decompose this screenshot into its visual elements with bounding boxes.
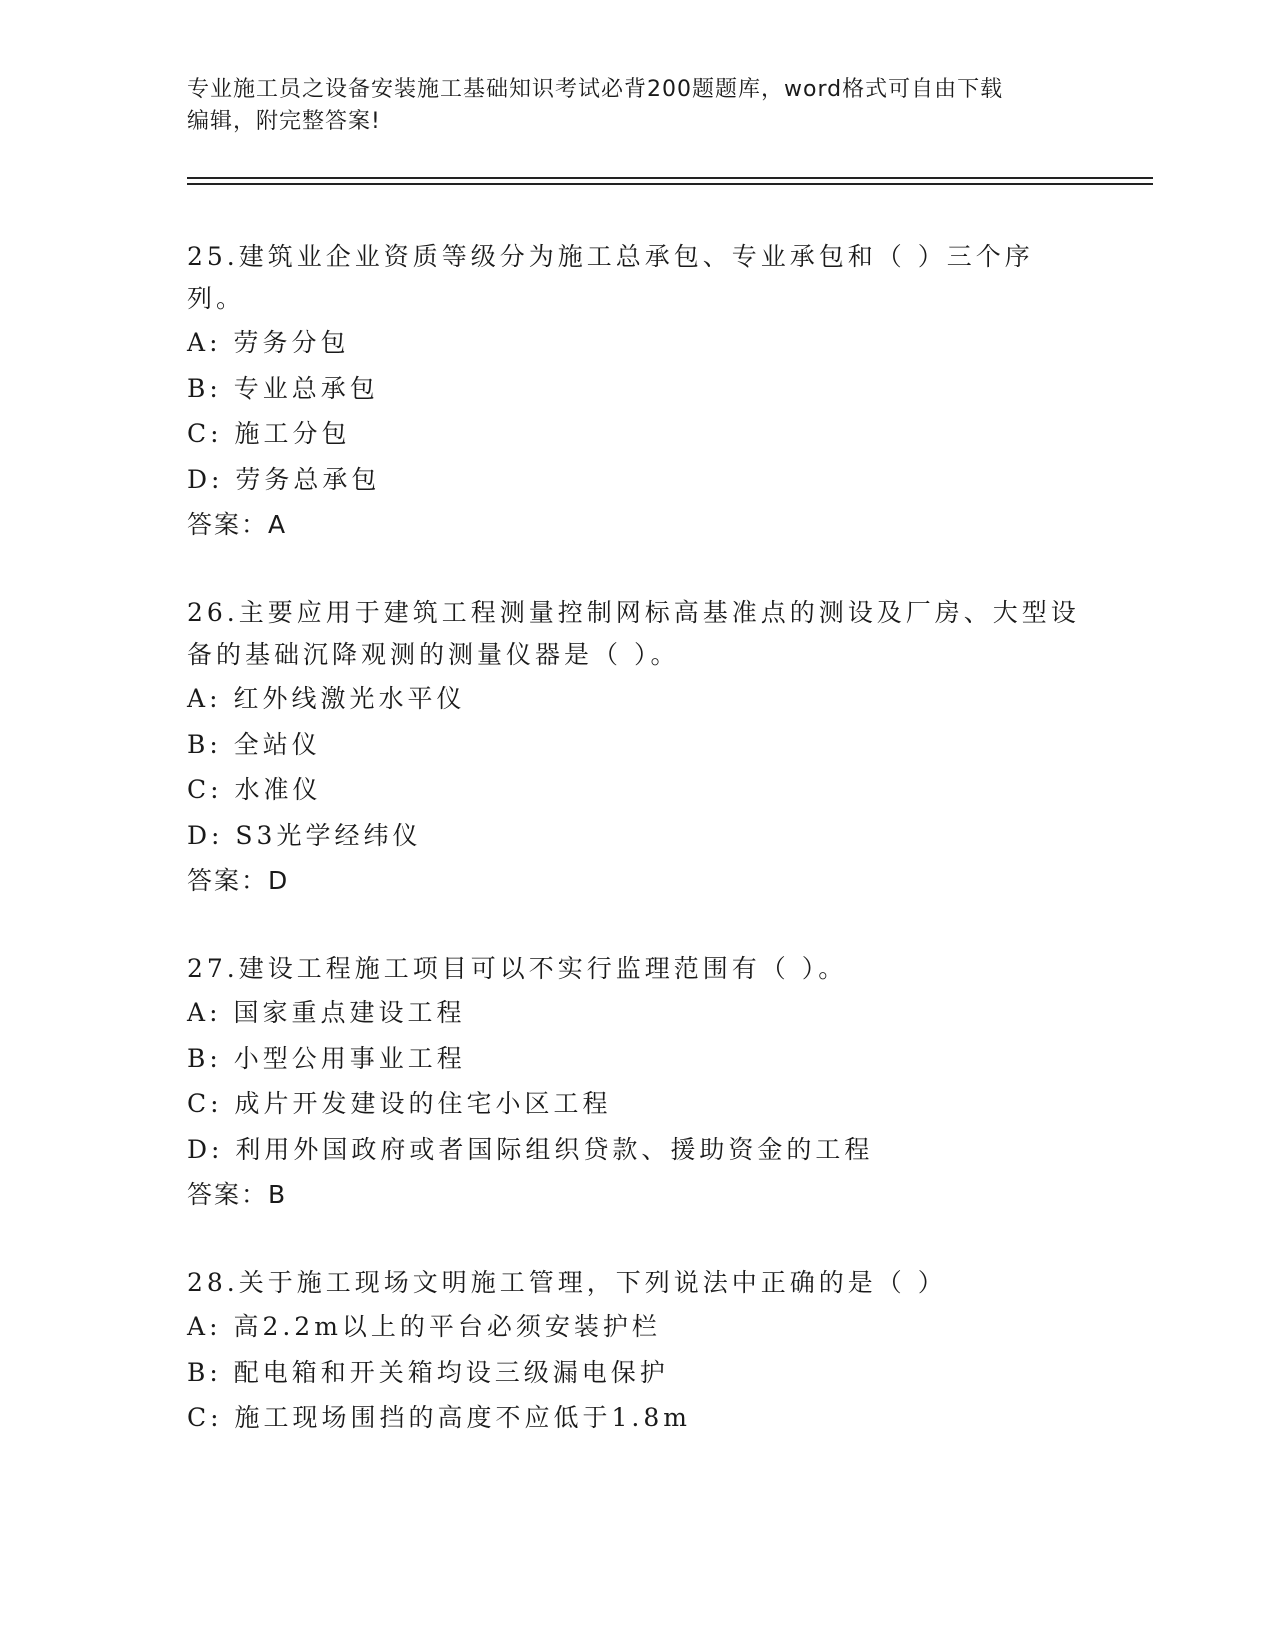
answer-option: [187, 676, 1087, 722]
option-key: A: [187, 998, 210, 1027]
option-text: 小型公用事业工程: [233, 1043, 466, 1073]
answer-option: [187, 767, 1087, 813]
option-separator: :: [210, 775, 235, 804]
question-item: [187, 948, 1087, 1218]
answer-option: [187, 1304, 1087, 1350]
answer-option: [187, 1350, 1087, 1396]
option-separator: :: [209, 998, 234, 1027]
question-stem: 25.建筑业企业资质等级分为施工总承包、专业承包和（ ）三个序列。: [187, 242, 1034, 313]
option-text: 配电箱和开关箱均设三级漏电保护: [233, 1357, 669, 1387]
question-stem: 26.主要应用于建筑工程测量控制网标高基准点的测设及厂房、大型设备的基础沉降观测的测量仪器是（ ）。: [187, 598, 1080, 669]
option-key: B: [187, 729, 210, 759]
answer-option: [187, 411, 1087, 457]
option-separator: :: [211, 464, 236, 494]
answer-option: [187, 990, 1087, 1036]
option-separator: :: [210, 1403, 235, 1432]
option-text: S3光学经纬仪: [235, 820, 422, 850]
option-key: C: [187, 1089, 211, 1118]
option-key: A: [187, 684, 210, 713]
option-key: C: [187, 1403, 211, 1432]
answer-option: [187, 457, 1087, 503]
header-line-1: 专业施工员之设备安装施工基础知识考试必背200题题库，word格式可自由下载: [187, 77, 1004, 102]
option-key: A: [187, 1312, 210, 1341]
question-stem: 27.建设工程施工项目可以不实行监理范围有（ ）。: [187, 954, 848, 983]
option-text: 高2.2m以上的平台必须安装护栏: [233, 1312, 661, 1341]
option-separator: :: [209, 328, 234, 357]
option-text: 施工分包: [234, 419, 351, 448]
option-separator: :: [209, 1312, 234, 1341]
option-key: A: [187, 328, 210, 357]
question-stem: 28.关于施工现场文明施工管理，下列说法中正确的是（ ）: [187, 1268, 947, 1297]
option-text: 国家重点建设工程: [233, 998, 466, 1027]
option-key: B: [187, 373, 210, 403]
option-text: 施工现场围挡的高度不应低于1.8m: [234, 1403, 691, 1432]
answer-option: [187, 366, 1087, 412]
option-key: B: [187, 1357, 210, 1387]
option-text: 成片开发建设的住宅小区工程: [234, 1089, 612, 1118]
answer-option: [187, 1127, 1087, 1173]
option-text: 劳务分包: [233, 328, 350, 357]
answer-label: 答案：B: [187, 1180, 288, 1209]
option-separator: :: [209, 1357, 234, 1387]
option-text: 专业总承包: [233, 373, 379, 403]
option-separator: :: [210, 1089, 235, 1118]
question-item: [187, 592, 1087, 904]
option-text: 全站仪: [233, 729, 321, 759]
option-separator: :: [209, 373, 234, 403]
option-key: D: [187, 1134, 212, 1164]
answer-label: 答案：A: [187, 510, 288, 539]
option-key: D: [187, 820, 212, 850]
header-divider-bottom: [187, 183, 1153, 185]
option-separator: :: [210, 419, 235, 448]
header-line-2: 编辑，附完整答案!: [187, 109, 381, 134]
option-text: 劳务总承包: [235, 464, 381, 494]
option-separator: :: [209, 729, 234, 759]
answer-option: [187, 813, 1087, 859]
answer-option: [187, 1081, 1087, 1127]
option-text: 水准仪: [234, 775, 322, 804]
question-item: [187, 1262, 1087, 1441]
document-header: [187, 74, 1067, 138]
option-separator: :: [211, 820, 236, 850]
option-separator: :: [211, 1134, 236, 1164]
answer-label: 答案：D: [187, 866, 290, 895]
option-separator: :: [209, 1043, 234, 1073]
option-key: B: [187, 1043, 210, 1073]
option-text: 红外线激光水平仪: [233, 684, 466, 713]
answer-option: [187, 1395, 1087, 1441]
header-divider-top: [187, 177, 1153, 179]
option-key: D: [187, 464, 212, 494]
option-key: C: [187, 419, 211, 448]
answer-option: [187, 722, 1087, 768]
answer-option: [187, 320, 1087, 366]
question-list: [187, 236, 1087, 1485]
answer-option: [187, 1036, 1087, 1082]
option-separator: :: [209, 684, 234, 713]
question-item: [187, 236, 1087, 548]
option-key: C: [187, 775, 211, 804]
option-text: 利用外国政府或者国际组织贷款、援助资金的工程: [235, 1134, 874, 1164]
